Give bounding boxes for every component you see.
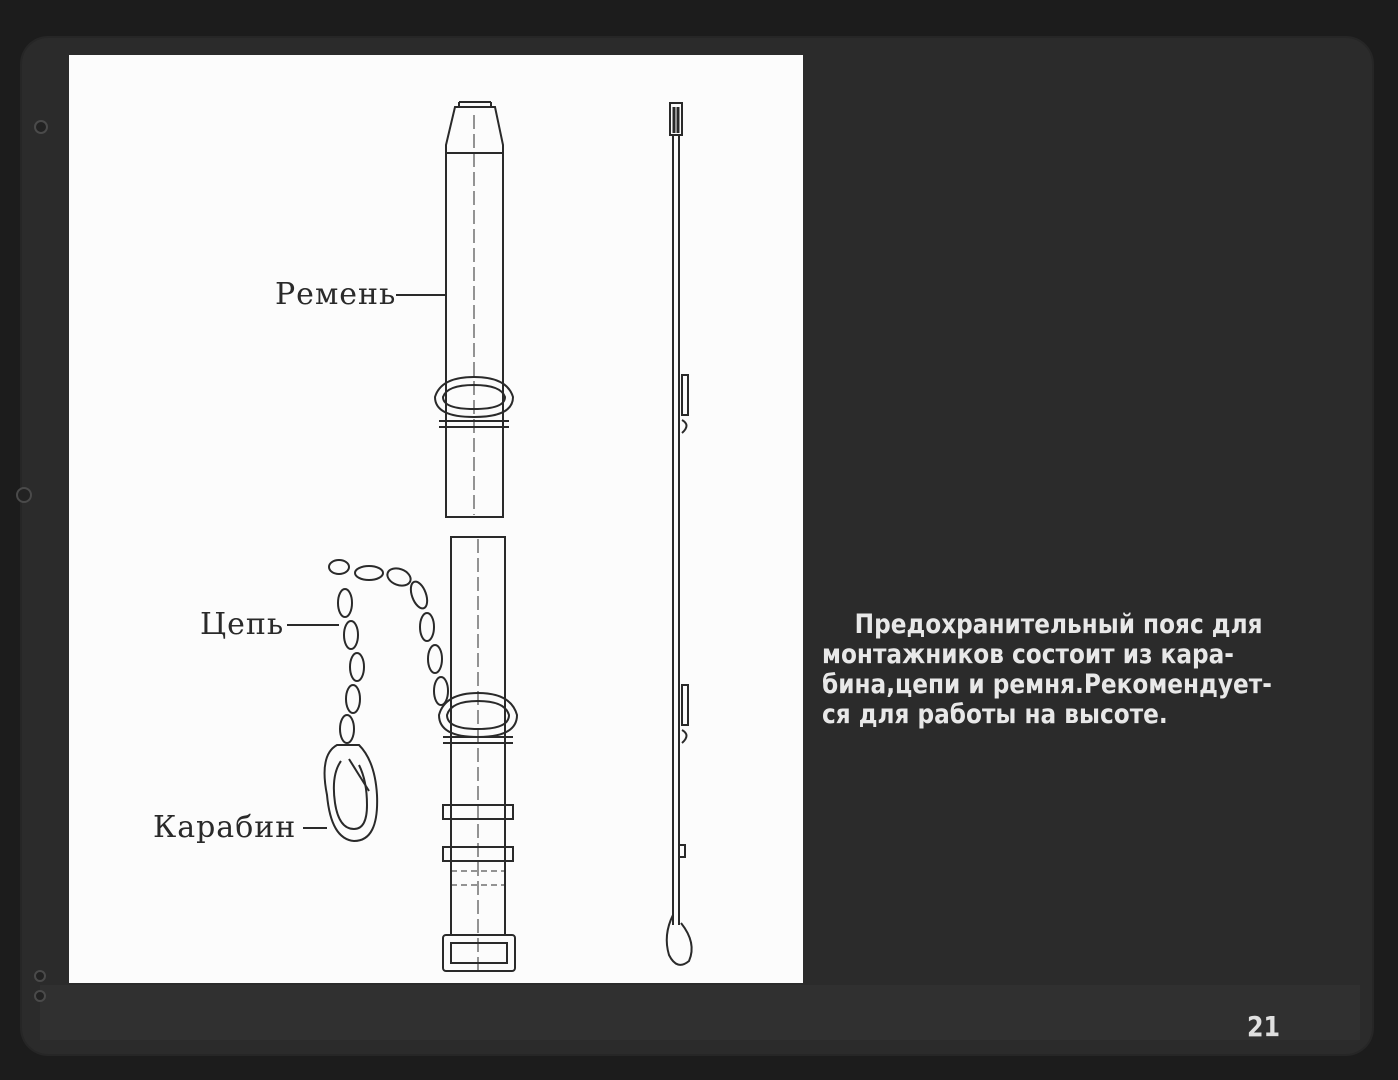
chain-label: Цепь: [200, 607, 285, 642]
belt-buckle: [443, 935, 515, 971]
caption-text: [822, 609, 1272, 730]
caption-line: Предохранительный пояс для: [854, 609, 1263, 640]
sprocket-hole: [34, 970, 46, 982]
carabiner: [325, 745, 378, 841]
sprocket-hole: [34, 990, 46, 1002]
caption-line: бина,цепи и ремня.Рекомендует-: [822, 669, 1272, 700]
carabiner-label: Карабин: [153, 810, 297, 845]
sprocket-hole: [34, 120, 48, 134]
caption-line: ся для работы на высоте.: [822, 699, 1168, 730]
caption-line: монтажников состоит из кара-: [822, 639, 1234, 670]
belt-upper-segment: [446, 102, 503, 517]
side-profile-view: [667, 103, 692, 965]
belt-label: Ремень: [275, 277, 397, 312]
frame-number: 21: [1247, 1010, 1281, 1043]
diagram-panel: [69, 55, 803, 983]
belt-lower-segment: [443, 537, 513, 970]
chain: [329, 560, 448, 743]
sprocket-hole: [16, 487, 32, 503]
frame-bottom-strip: [40, 985, 1360, 1040]
